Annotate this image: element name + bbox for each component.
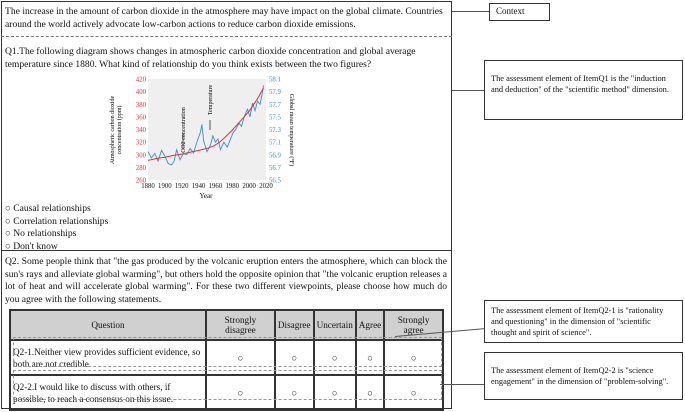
note-q2-2: The assessment element of ItemQ2-2 is "science engagement" in the dimension of "problem-solving". <box>484 352 683 400</box>
x-tick-label: 1900 <box>158 183 172 190</box>
left-tick-label: 360 <box>135 114 146 122</box>
radio[interactable]: ○ <box>314 340 356 375</box>
header-uncertain: Uncertain <box>314 310 356 340</box>
q2-text: Q2. Some people think that "the gas produced by the volcanic eruption enters the atmosphere, which can block the sun's rays and alleviate global warming", but others hold the opposite opinion that "the volcanic eruption releases a lot of heat and will accelerate global warming". For these two different viewpoints, please choose how much do you agree with the following statements. <box>5 256 447 305</box>
x-tick-label: 1920 <box>174 183 189 190</box>
radio[interactable]: ○ <box>275 340 314 375</box>
note-q2-1: The assessment element of ItemQ2-1 is "rationality and questioning" in the dimension of "scientific thought and spirit of science". <box>484 300 683 343</box>
option-dont-know[interactable]: ○ Don't know <box>5 240 58 252</box>
x-axis-label: Year <box>199 192 213 200</box>
question-q2-2: Q2-2.I would like to discuss with others, if possible, to reach a consensus on this issue. <box>10 375 206 410</box>
x-tick-label: 1940 <box>191 183 206 190</box>
right-tick-label: 57.9 <box>269 89 281 97</box>
left-axis-label: Atmospheric carbon dioxideconcentration (ppm) <box>110 95 123 165</box>
radio[interactable]: ○ <box>314 375 356 410</box>
right-tick-label: 56.5 <box>269 177 281 185</box>
note-context: Context <box>489 3 550 21</box>
left-tick-label: 280 <box>135 164 146 172</box>
note-q1: The assessment element of ItemQ1 is the "induction and deduction" of the "scientific method" dimension. <box>484 60 683 120</box>
x-tick-label: 2000 <box>242 183 256 190</box>
left-tick-label: 400 <box>135 89 146 97</box>
left-tick-label: 320 <box>135 139 146 147</box>
option-none[interactable]: ○ No relationships <box>5 228 77 239</box>
radio[interactable]: ○ <box>384 375 443 410</box>
x-tick-label: 2020 <box>259 183 273 190</box>
co2-annotation: CO2 concentration <box>181 107 187 153</box>
left-tick-label: 340 <box>135 127 146 134</box>
left-tick-label: 300 <box>135 152 146 160</box>
right-tick-label: 56.9 <box>269 152 281 160</box>
header-agree: Agree <box>356 310 384 340</box>
divider <box>1 36 452 37</box>
option-causal[interactable]: ○ Causal relationships <box>5 203 91 214</box>
question-q2-1: Q2-1.Neither view provides sufficient evidence, so both are not credible. <box>10 340 206 375</box>
temperature-annotation: Temperature <box>208 84 214 116</box>
right-tick-label: 57.1 <box>269 139 281 147</box>
x-tick-label: 1880 <box>141 183 155 190</box>
q2-1-highlight <box>13 337 442 367</box>
right-tick-label: 58.1 <box>269 76 281 84</box>
radio[interactable]: ○ <box>275 375 314 410</box>
header-strongly-disagree: Strongly disagree <box>206 310 275 340</box>
q1-text: Q1.The following diagram shows changes in atmospheric carbon dioxide concentration and global average temperature since 1880. What kind of relationship do you think exists between the two figures? <box>5 46 416 70</box>
q1-options <box>5 203 108 253</box>
q2-2-highlight <box>13 370 442 400</box>
co2-temperature-chart <box>100 70 300 200</box>
right-tick-label: 56.7 <box>269 164 281 172</box>
x-tick-label: 1960 <box>208 183 223 190</box>
connector-line <box>452 11 489 12</box>
option-correlation[interactable]: ○ Correlation relationships <box>5 215 109 227</box>
connector-line <box>440 384 484 385</box>
x-tick-label: 1980 <box>225 183 240 190</box>
radio[interactable]: ○ <box>356 340 384 375</box>
divider <box>1 250 452 251</box>
radio[interactable]: ○ <box>356 375 384 410</box>
left-tick-label: 260 <box>135 177 146 185</box>
header-disagree: Disagree <box>275 310 314 340</box>
header-question: Question <box>10 310 206 340</box>
context-text: The increase in the amount of carbon dioxide in the atmosphere may have impact on the global climate. Countries around the world actively advocate low-carbon actions to reduce carbon dioxide emissions. <box>5 6 443 30</box>
left-tick-label: 380 <box>135 101 146 109</box>
header-strongly-agree: Strongly agree <box>384 310 443 340</box>
plot-area <box>148 79 266 180</box>
radio[interactable]: ○ <box>384 340 443 375</box>
left-tick-label: 420 <box>135 76 146 84</box>
right-tick-label: 57.7 <box>269 101 281 109</box>
right-tick-label: 57.3 <box>269 127 281 134</box>
right-axis-label: Global mean temperature (°F) <box>288 93 294 167</box>
radio[interactable]: ○ <box>206 340 275 375</box>
radio[interactable]: ○ <box>206 375 275 410</box>
connector-line <box>452 90 484 91</box>
right-tick-label: 57.5 <box>269 114 281 122</box>
